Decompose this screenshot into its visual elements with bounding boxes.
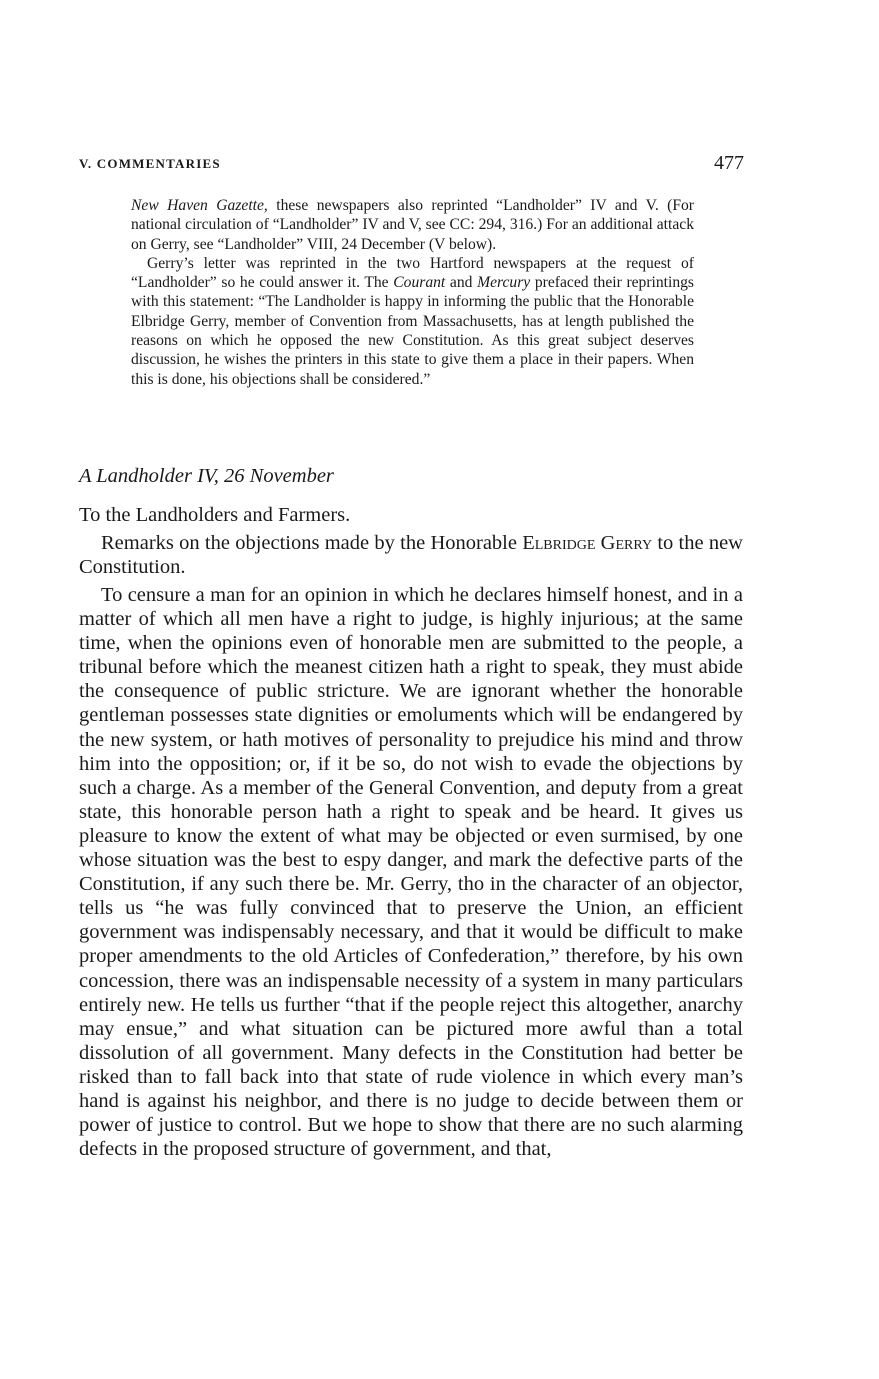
headnote <box>131 196 694 389</box>
document-title: A Landholder IV, 26 November <box>79 465 334 487</box>
remarks-before: Remarks on the objections made by the Honorable <box>101 532 523 554</box>
newspaper-title-courant: Courant <box>393 274 446 292</box>
headnote-paragraph-2-part-3: prefaced their reprintings with this statement: “The Landholder is happy in informing the public that the Honorable Elbridge Gerry, member of Convention from Massachusetts, has at length published the reasons on which he opposed the new Constitution. As this great subject deserves discussion, he wishes the printers in this state to give them a place in their papers. When this is done, his objections shall be considered.” <box>131 274 694 388</box>
remarks-after: to the new Constitution. <box>79 532 743 579</box>
headnote-paragraph-1-text: these newspapers also reprinted “Landholder” IV and V. (For national circulation of “Landholder” IV and V, see CC: 294, 316.) For an additional attack on Gerry, see “Landholder” VIII, 24 December (V below). <box>131 197 694 253</box>
headnote-paragraph-2-part-1: Gerry’s letter was reprinted in the two Hartford newspapers at the request of “Landholder” so he could answer it. The <box>131 254 694 292</box>
remarks-heading <box>79 531 743 579</box>
page-number: 477 <box>714 152 744 174</box>
running-head <box>79 152 744 178</box>
remarks-name: Elbridge Gerry <box>522 532 653 554</box>
newspaper-title: New Haven Gazette, <box>131 197 268 214</box>
newspaper-title-mercury: Mercury <box>477 274 531 292</box>
headnote-paragraph-2-part-2: and <box>445 274 478 292</box>
headnote-paragraph-1 <box>131 196 694 254</box>
body-paragraph: To censure a man for an opinion in which he declares himself honest, and in a matter of which all men have a right to judge, is highly injurious; at the same time, when the opinions even of honorable men are submitted to the people, a tribunal before which the meanest citizen hath a right to speak, they must abide the consequence of public stricture. We are ignorant whether the honorable gentleman possesses state dignities or emoluments which will be endangered by the new system, or hath motives of personality to prejudice his mind and throw him into the opposition; or, if it be so, do not wish to evade the objections by such a charge. As a member of the General Convention, and deputy from a great state, this honorable person hath a right to speak and be heard. It gives us pleasure to know the extent of what may be objected or even surmised, by one whose situation was the best to espy danger, and mark the defective parts of the Constitution, if any such there be. Mr. Gerry, tho in the character of an objector, tells us “he was fully convinced that to preserve the Union, an efficient government was indispensably necessary, and that it would be difficult to make proper amendments to the old Articles of Confederation,” therefore, by his own concession, there was an indispensable necessity of a system in many particulars entirely new. He tells us further “that if the people reject this altogether, anarchy may ensue,” and what situation can be pictured more awful than a total dissolution of all government. Many defects in the Constitution had better be risked than to fall back into that state of rude violence in which every man’s hand is against his neighbor, and there is no judge to decide between them or power of justice to control. But we hope to show that there are no such alarming defects in the proposed structure of government, and that, <box>79 584 743 1161</box>
headnote-paragraph-2 <box>131 254 694 389</box>
salutation: To the Landholders and Farmers. <box>79 504 351 526</box>
section-title: V. COMMENTARIES <box>79 156 221 171</box>
